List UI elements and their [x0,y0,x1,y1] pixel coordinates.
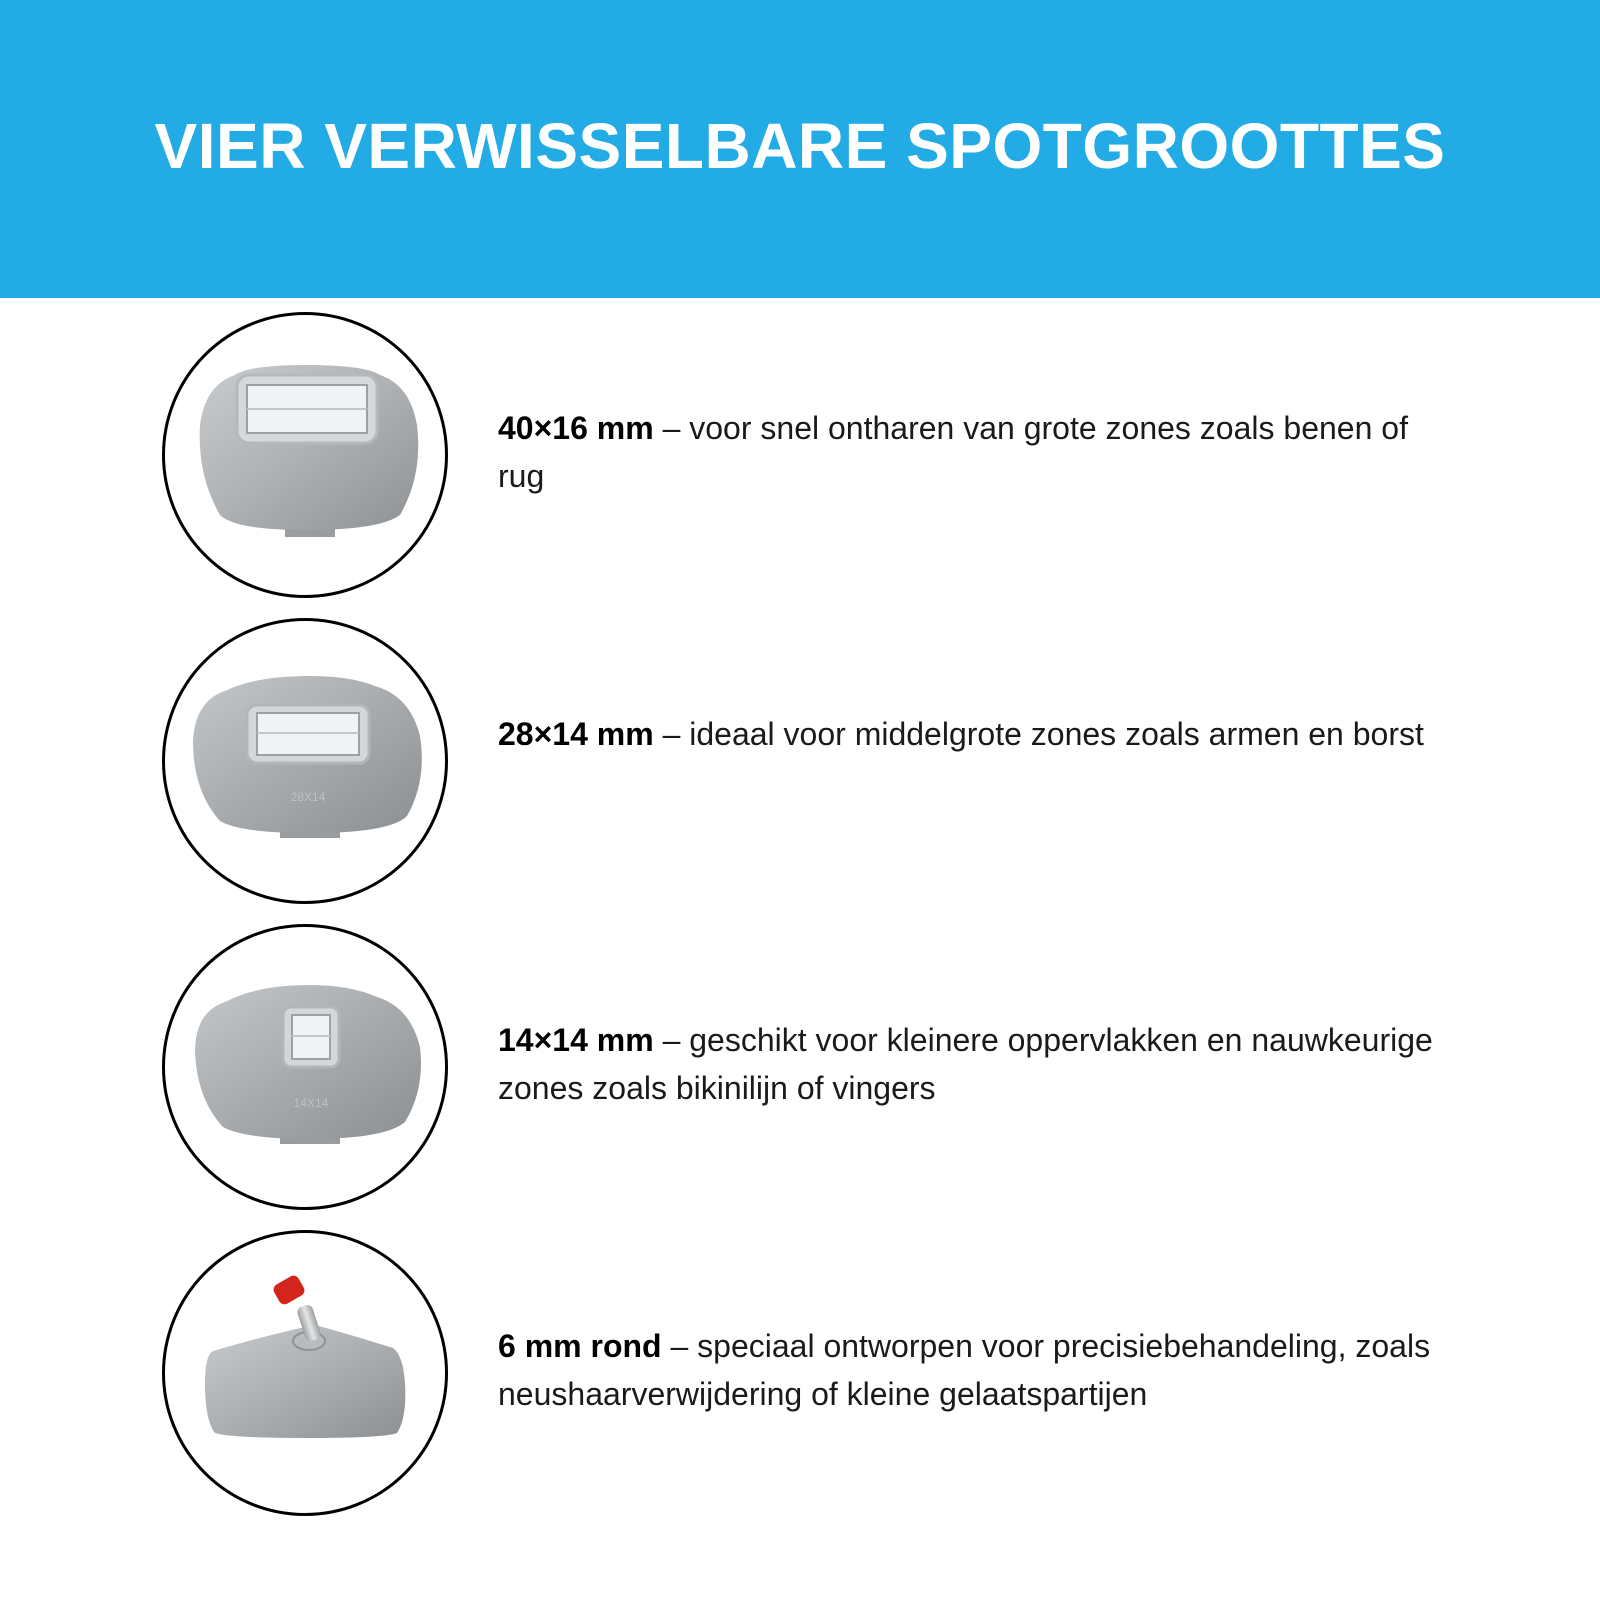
list-item [0,1230,1600,1520]
list-item [0,924,1600,1214]
handpiece-6mm-round-icon [162,1230,448,1516]
item-text: geschikt voor kleinere oppervlakken en nauwkeurige zones zoals bikinilijn of vingers [498,1022,1433,1106]
handpiece-14x14-icon [162,924,448,1210]
list-item [0,312,1600,602]
page-title: VIER VERWISSELBARE SPOTGROOTTES [154,110,1446,182]
header-banner [0,0,1600,298]
handpiece-28x14-icon [162,618,448,904]
item-description: 6 mm rond – speciaal ontworpen voor precisiebehandeling, zoals neushaarverwijdering of kleine gelaatspartijen [498,1328,1431,1412]
engraving-label: 14X14 [293,1096,329,1110]
engraving-label: 28X14 [290,790,326,804]
item-size: 40×16 mm [498,410,654,446]
item-size: 28×14 mm [498,716,654,752]
item-text: voor snel ontharen van grote zones zoals benen of rug [498,410,1408,494]
item-text: speciaal ontworpen voor precisiebehandeling, zoals neushaarverwijdering of kleine gelaatspartijen [498,1328,1431,1412]
item-description: 14×14 mm – geschikt voor kleinere oppervlakken en nauwkeurige zones zoals bikinilijn of vingers [498,1022,1433,1106]
item-description: 28×14 mm – ideaal voor middelgrote zones zoals armen en borst [498,716,1424,752]
handpiece-40x16-icon [162,312,448,598]
item-size: 6 mm rond [498,1328,662,1364]
list-item [0,618,1600,908]
item-size: 14×14 mm [498,1022,654,1058]
item-text: ideaal voor middelgrote zones zoals armen en borst [689,716,1424,752]
item-description: 40×16 mm – voor snel ontharen van grote zones zoals benen of rug [498,410,1408,494]
